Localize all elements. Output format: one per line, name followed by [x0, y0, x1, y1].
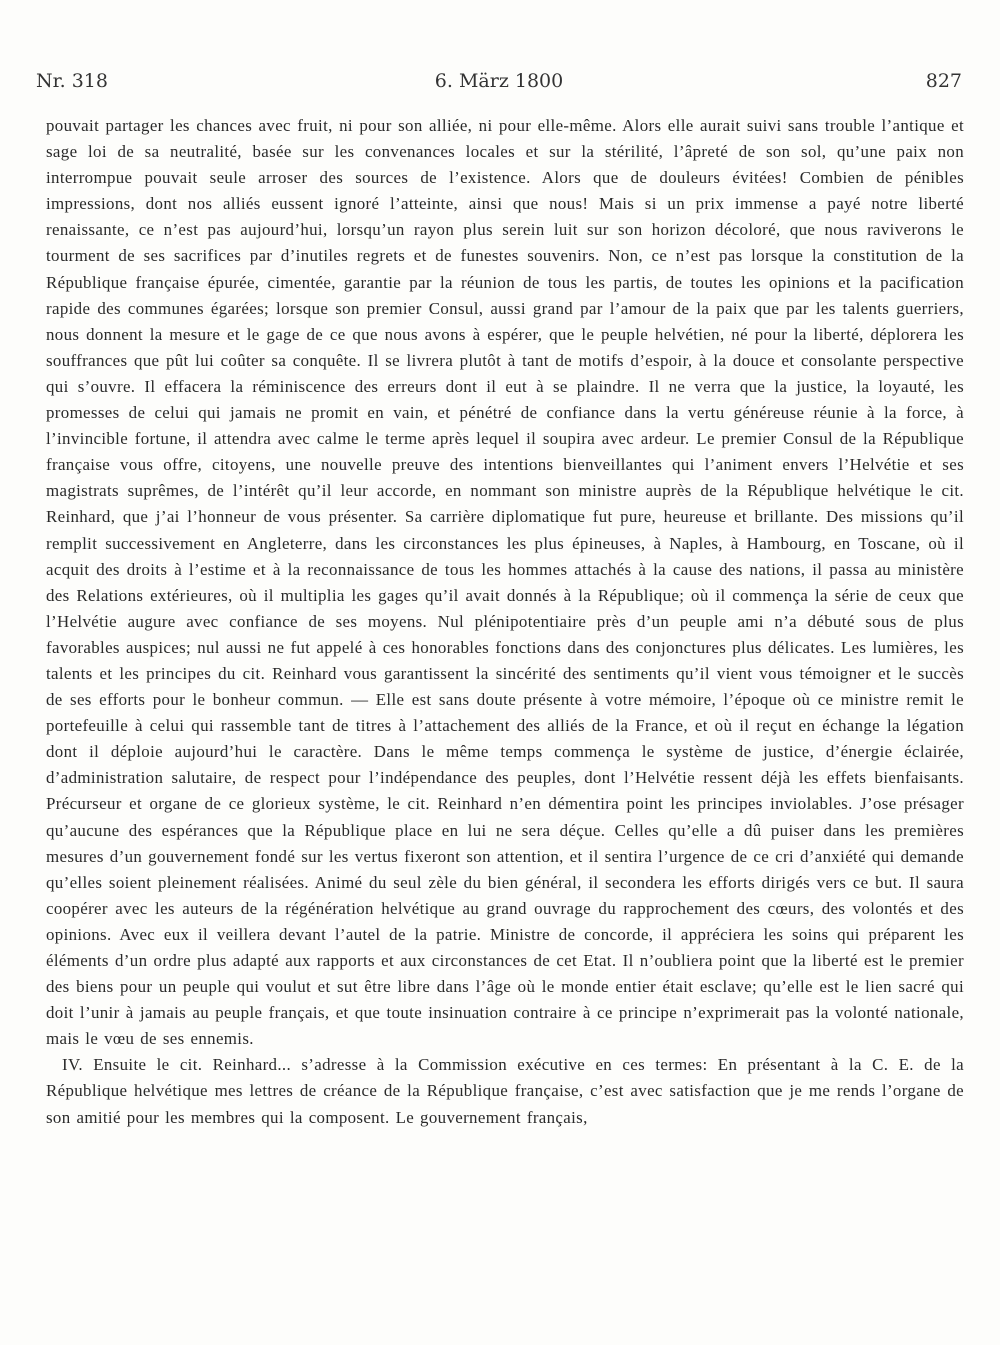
document-date: 6. März 1800 [434, 70, 564, 92]
page-number: 827 [925, 70, 962, 92]
paragraph-speech: pouvait partager les chances avec fruit, ni pour son alliée, ni pour elle-même. Alors elle aurait suivi sans trouble l’antique et sage loi de sa neutralité, basée sur les convenances locales et sur la stérilité, l’âpreté de son sol, qu’une paix non interrompue pouvait seule arroser des sources de l’existence. Alors que de douleurs évitées! Combien de pénibles impressions, dont nos alliés eussent ignoré l’atteinte, ainsi que nous! Mais si un prix immense a payé notre liberté renaissante, ce n’est pas aujourd’hui, lorsqu’un rayon plus serein luit sur son horizon décoloré, que nous raviverons le tourment de ses sacrifices par d’inutiles regrets et de funestes souvenirs. Non, ce n’est pas lorsque la constitution de la République française épurée, cimentée, garantie par la réunion de tous les partis, de toutes les opinions et la pacification rapide des communes égarées; lorsque son premier Consul, aussi grand par l’amour de la paix que par les talents guerriers, nous donnent la mesure et le gage de ce que nous avons à espérer, que le peuple helvétien, né pour la liberté, déplorera les souffrances que pût lui coûter sa conquête. Il se livrera plutôt à tant de motifs d’espoir, à la douce et consolante perspective qui s’ouvre. Il effacera la réminiscence des erreurs dont il eut à se plaindre. Il ne verra que la justice, la loyauté, les promesses de celui qui jamais ne promit en vain, et pénétré de confiance dans la vertu généreuse réunie à la force, à l’invincible fortune, il attendra avec calme le terme après lequel il soupira avec ardeur. Le premier Consul de la République française vous offre, citoyens, une nouvelle preuve des intentions bienveillantes qui l’animent envers l’Helvétie et ses magistrats suprêmes, de l’intérêt qu’il leur accorde, en nommant son ministre auprès de la République helvétique le cit. Reinhard, que j’ai l’honneur de vous présenter. Sa carrière diplomatique fut pure, heureuse et brillante. Des missions qu’il remplit successivement en Angleterre, dans les circonstances les plus épineuses, à Naples, à Hambourg, en Toscane, où il acquit des droits à l’estime et à la reconnaissance de tous les hommes attachés à la cause des nations, il passa au ministère des Relations extérieures, où il multiplia les gages qu’il avait donnés à la République; où il commença la série de ceux que l’Helvétie augure avec confiance de ses moyens. Nul plénipotentiaire près d’un peuple ami n’a débuté sous de plus favorables auspices; nul aussi ne fut appelé à ces honorables fonctions dans des conjonctures plus délicates. Les lumières, les talents et les principes du cit. Reinhard vous garantissent la sincérité des sentiments qu’il vient vous témoigner et le succès de ses efforts pour le bonheur commun. — Elle est sans doute présente à votre mémoire, l’époque où ce ministre remit le portefeuille à celui qui rassemble tant de titres à l’attachement des alliés de la France, et où il reçut en échange la légation dont il déploie aujourd’hui le caractère. Dans le même temps commença le système de justice, d’énergie éclairée, d’administration salutaire, de respect pour l’indépendance des peuples, dont l’Helvétie ressent déjà les effets bienfaisants. Précurseur et organe de ce glorieux système, le cit. Reinhard n’en démentira point les principes inviolables. J’ose présager qu’aucune des espérances que la République place en lui ne sera déçue. Celles qu’elle a dû puiser dans les premières mesures d’un gouvernement fondé sur les vertus fixeront son attention, et il sentira l’urgence de ce cri d’anxiété qui demande qu’elles soient pleinement réalisées. Animé du seul zèle du bien général, il secondera les efforts dirigés vers ce but. Il saura coopérer avec les auteurs de la régénération helvétique au grand ouvrage du rapprochement des cœurs, des volontés et des opinions. Avec eux il veillera devant l’autel de la patrie. Ministre de concorde, il appréciera les soins qui préparent les éléments d’un ordre plus adapté aux rapports et aux circonstances de cet Etat. Il n’oubliera point que la liberté est le premier des biens pour un peuple qui voulut et sut être libre dans l’âge où le monde entier était esclave; qu’elle est le lien sacré qui doit l’unir à jamais au peuple français, et que toute insinuation contraire à ce principe n’exprimerait pas la volonté nationale, mais le vœu de ses ennemis. [46, 116, 964, 1049]
running-header [36, 70, 962, 96]
document-number: Nr. 318 [36, 70, 108, 92]
paragraph-section-iv: IV. Ensuite le cit. Reinhard... s’adresse à la Commission exécutive en ces termes: En présentant à la C. E. de la République helvétique mes lettres de créance de la République française, c’est avec satisfaction que je me rends l’organe de son amitié pour les membres qui la composent. Le gouvernement français, [46, 1055, 964, 1127]
body-text [46, 113, 964, 1131]
